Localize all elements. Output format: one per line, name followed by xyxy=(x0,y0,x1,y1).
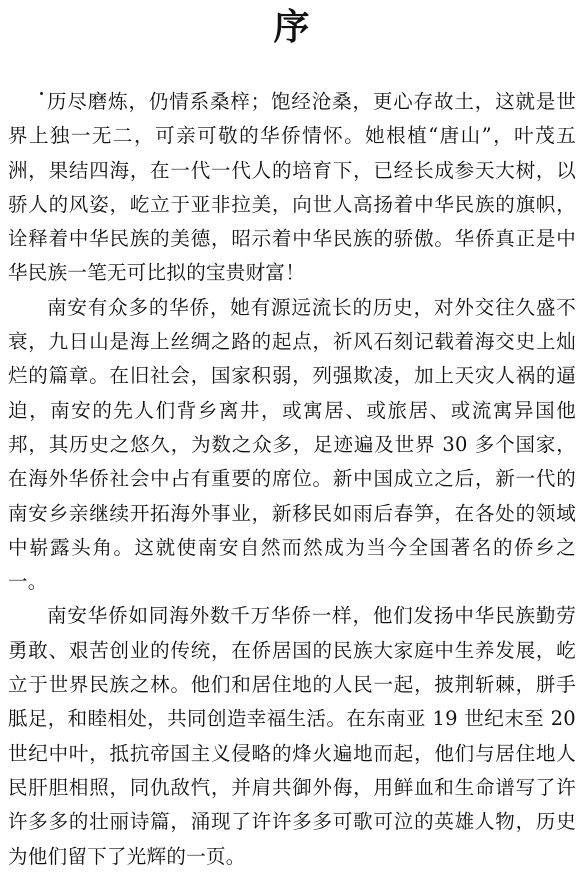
paragraph-2: 南安有众多的华侨，她有源远流长的历史，对外交往久盛不衰，九日山是海上丝绸之路的起点，祈风石刻记载着海交史上灿烂的篇章。在旧社会，国家积弱，列强欺凌，加上天灾人祸的逼迫，南安的先人们背乡离井，或寓居、或旅居、或流寓异国他邦，其历史之悠久，为数之众多，足迹遍及世界 30 多个国家，在海外华侨社会中占有重要的席位。新中国成立之后，新一代的南安乡亲继续开拓海外事业，新移民如雨后春笋，在各处的领域中崭露头角。这就使南安自然而然成为当今全国著名的侨乡之一。 xyxy=(8,295,576,594)
body-text xyxy=(8,85,576,874)
paragraph-1: 历尽磨炼，仍情系桑梓；饱经沧桑，更心存故土，这就是世界上独一无二，可亲可敬的华侨情怀。她根植“唐山”，叶茂五洲，果结四海，在一代一代人的培育下，已经长成参天大树，以骄人的风姿，屹立于亚非拉美，向世人高扬着中华民族的旗帜，诠释着中华民族的美德，昭示着中华民族的骄傲。华侨真正是中华民族一笔无可比拟的宝贵财富！ xyxy=(8,90,576,285)
paragraph-3: 南安华侨如同海外数千万华侨一样，他们发扬中华民族勤劳勇敢、艰苦创业的传统，在侨居国的民族大家庭中生养发展，屹立于世界民族之林。他们和居住地的人民一起，披荆斩棘，胼手胝足，和睦相处，共同创造幸福生活。在东南亚 19 世纪末至 20 世纪中叶，抵抗帝国主义侵略的烽火遍地而起，他们与居住地人民肝胆相照，同仇敌忾，并肩共御外侮，用鲜血和生命谱写了许许多多的壮丽诗篇，涌现了许许多多可歌可泣的英雄人物，历史为他们留下了光辉的一页。 xyxy=(8,604,576,868)
page-title: 序 xyxy=(273,7,312,48)
